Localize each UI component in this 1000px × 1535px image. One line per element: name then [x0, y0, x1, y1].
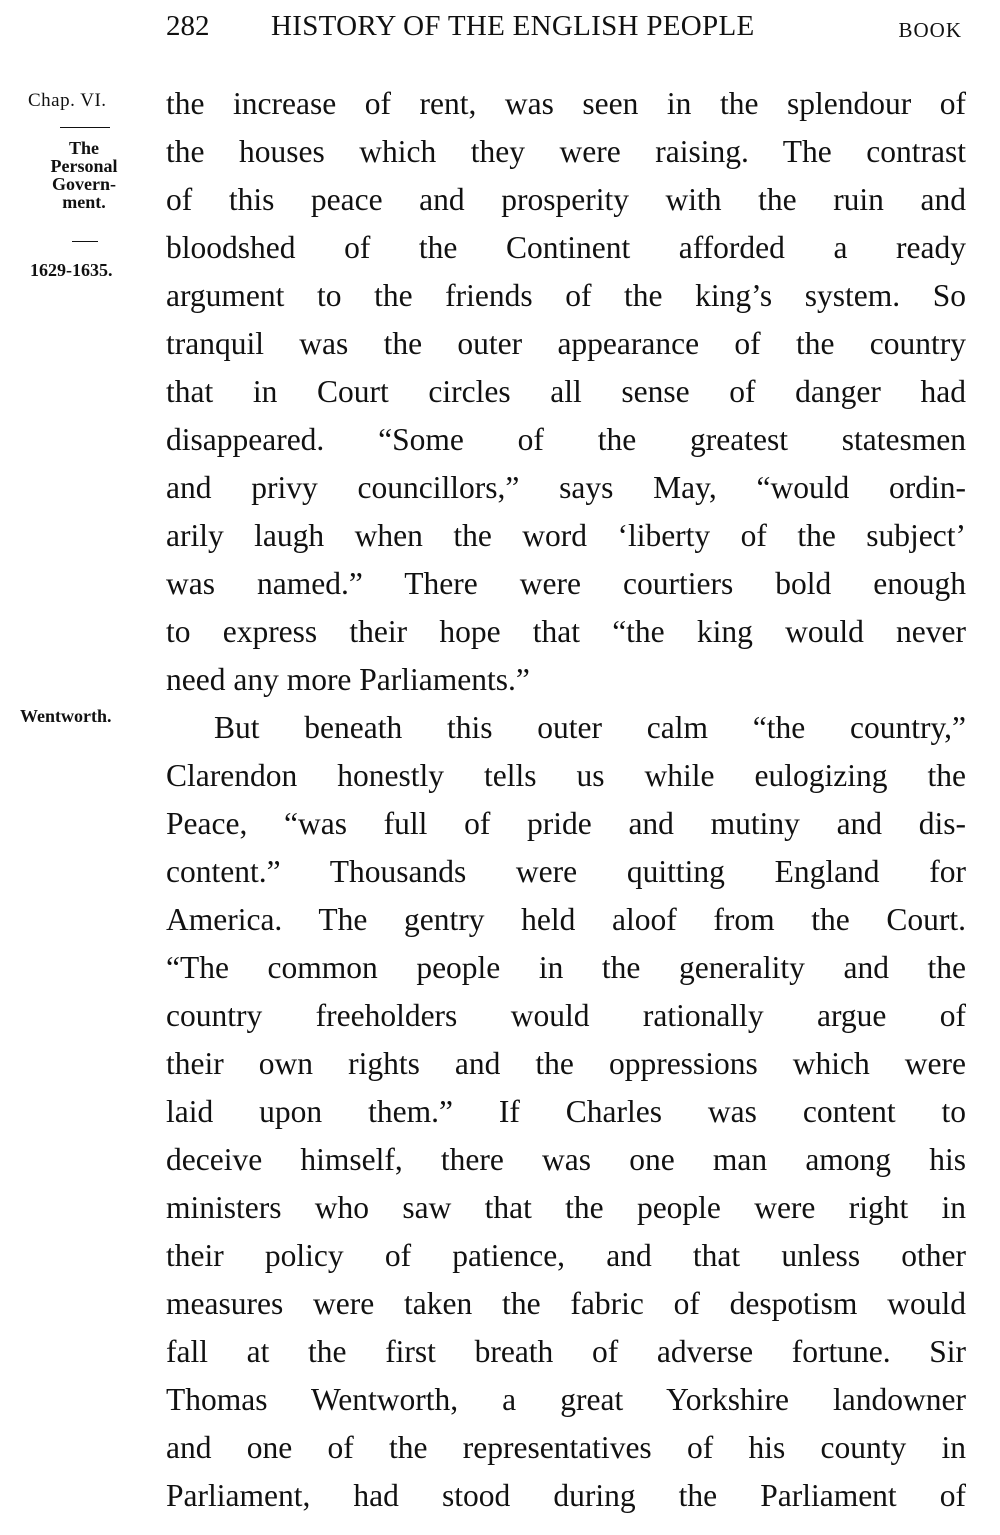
page-number: 282 — [166, 10, 210, 42]
text-line: to express their hope that “the king would never — [166, 614, 966, 649]
text-line: their policy of patience, and that unless other — [166, 1238, 966, 1273]
text-line: that in Court circles all sense of danger had — [166, 374, 966, 409]
sidenote-dates: 1629-1635. — [30, 260, 113, 280]
sidenote-wentworth: Wentworth. — [20, 706, 112, 726]
sidenote-chapter: Chap. VI. — [28, 90, 107, 111]
text-line: the houses which they were raising. The contrast — [166, 134, 966, 169]
text-line: and one of the representatives of his county in — [166, 1430, 966, 1465]
sidenote-topic-line: Govern- — [52, 174, 116, 194]
text-line: was named.” There were courtiers bold enough — [166, 566, 966, 601]
text-line: laid upon them.” If Charles was content to — [166, 1094, 966, 1129]
text-line: deceive himself, there was one man among his — [166, 1142, 966, 1177]
text-line: Parliament, had stood during the Parliament of — [166, 1478, 966, 1513]
text-line: disappeared. “Some of the greatest statesmen — [166, 422, 966, 457]
text-line: their own rights and the oppressions which were — [166, 1046, 966, 1081]
text-line: measures were taken the fabric of despotism would — [166, 1286, 966, 1321]
sidenote-topic-line: Personal — [50, 156, 118, 176]
text-line: the increase of rent, was seen in the splendour of — [166, 86, 966, 121]
sidenote-divider — [60, 127, 110, 128]
text-line: argument to the friends of the king’s system. So — [166, 278, 966, 313]
sidenote-divider — [72, 241, 98, 242]
text-line: tranquil was the outer appearance of the country — [166, 326, 966, 361]
text-line: ministers who saw that the people were right in — [166, 1190, 966, 1225]
text-line: arily laugh when the word ‘liberty of the subject’ — [166, 518, 966, 553]
text-line: Thomas Wentworth, a great Yorkshire landowner — [166, 1382, 966, 1417]
text-line: and privy councillors,” says May, “would ordin- — [166, 470, 966, 505]
text-line: Clarendon honestly tells us while eulogizing the — [166, 758, 966, 793]
sidenote-topic-line: The — [68, 138, 99, 158]
body-text — [166, 80, 966, 1520]
book-label: BOOK — [898, 18, 962, 42]
running-header — [166, 8, 966, 48]
text-line: bloodshed of the Continent afforded a ready — [166, 230, 966, 265]
text-line: of this peace and prosperity with the ruin and — [166, 182, 966, 217]
text-line: “The common people in the generality and the — [166, 950, 966, 985]
sidenote-topic-line: ment. — [62, 192, 106, 212]
text-line: country freeholders would rationally argue of — [166, 998, 966, 1033]
paragraph-end-line: need any more Parliaments.” — [166, 662, 530, 697]
sidenote-topic — [28, 139, 140, 211]
running-title: HISTORY OF THE ENGLISH PEOPLE — [271, 10, 755, 42]
text-line: Peace, “was full of pride and mutiny and dis- — [166, 806, 966, 841]
paragraph-start-line: But beneath this outer calm “the country,” — [214, 710, 966, 745]
text-line: America. The gentry held aloof from the Court. — [166, 902, 966, 937]
text-line: fall at the first breath of adverse fortune. Sir — [166, 1334, 966, 1369]
text-line: content.” Thousands were quitting England for — [166, 854, 966, 889]
